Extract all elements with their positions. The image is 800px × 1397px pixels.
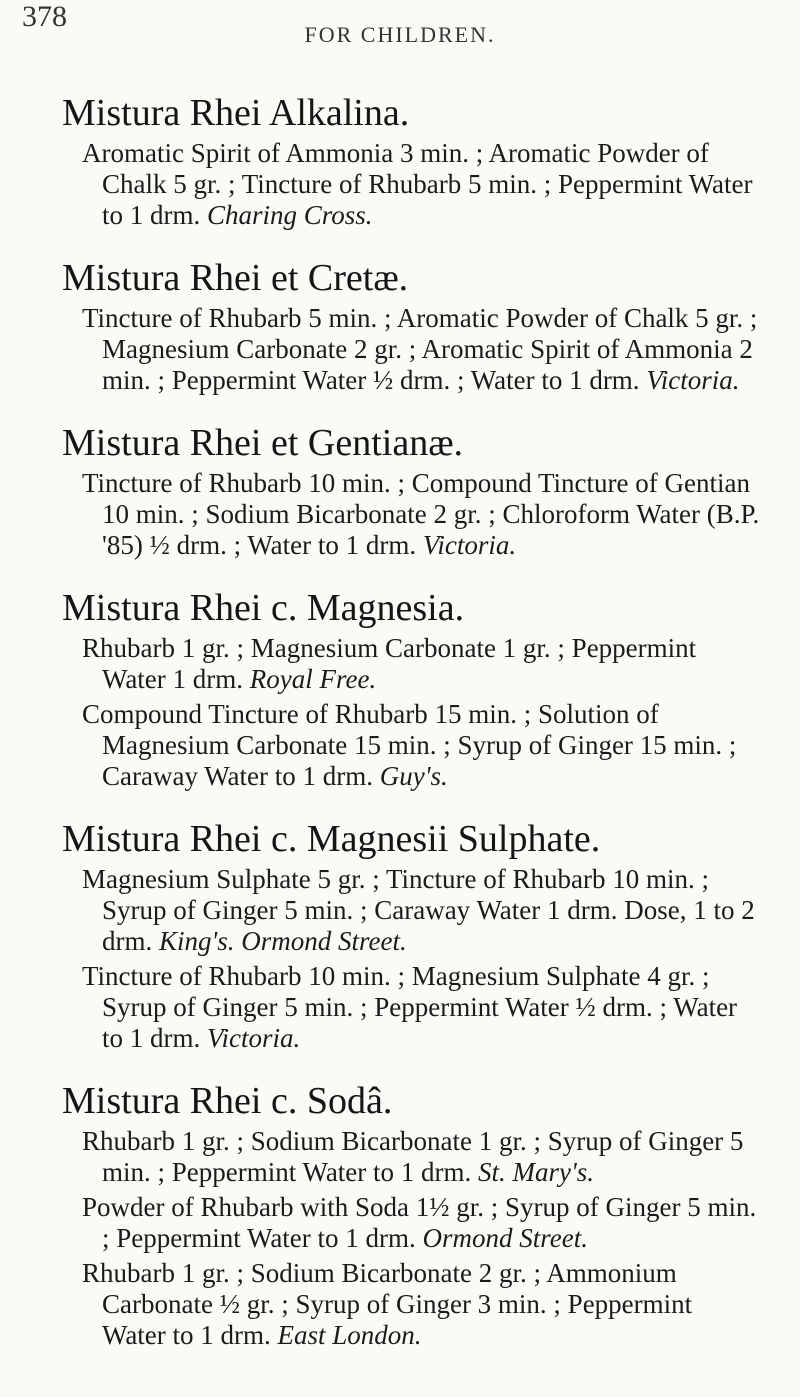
entry xyxy=(62,1080,760,1351)
hospital-source: Ormond Street. xyxy=(422,1223,589,1253)
formula-paragraph xyxy=(62,1258,760,1351)
entry-title: Mistura Rhei et Gentianæ. xyxy=(62,422,464,464)
hospital-source: Guy's. xyxy=(379,761,448,791)
formula-text: Magnesium Sulphate 5 gr. ; Tincture of Rhubarb 10 min. ; Syrup of Ginger 5 min. ; Caraway Water 1 drm. Dose, 1 to 2 drm. xyxy=(82,864,755,956)
formula-paragraph xyxy=(62,303,760,396)
entry xyxy=(62,422,760,561)
formula-paragraph xyxy=(62,468,760,561)
formula-paragraph xyxy=(62,138,760,231)
formula-text: Rhubarb 1 gr. ; Sodium Bicarbonate 1 gr. ; Syrup of Ginger 5 min. ; Peppermint Water to 1 drm. xyxy=(82,1126,744,1187)
entry xyxy=(62,92,760,231)
formula-text: Powder of Rhubarb with Soda 1½ gr. ; Syrup of Ginger 5 min. ; Peppermint Water to 1 drm. xyxy=(82,1192,757,1253)
formula-text: Aromatic Spirit of Ammonia 3 min. ; Aromatic Powder of Chalk 5 gr. ; Tincture of Rhubarb 5 min. ; Peppermint Water to 1 drm. xyxy=(82,138,753,230)
entry xyxy=(62,587,760,792)
formula-paragraph xyxy=(62,1126,760,1188)
formula-text: Rhubarb 1 gr. ; Magnesium Carbonate 1 gr. ; Peppermint Water 1 drm. xyxy=(82,633,697,694)
hospital-source: Royal Free. xyxy=(249,664,377,694)
entry-title: Mistura Rhei et Cretæ. xyxy=(62,257,409,299)
formula-paragraph xyxy=(62,961,760,1054)
entry-title: Mistura Rhei Alkalina. xyxy=(62,92,410,134)
formula-paragraph xyxy=(62,699,760,792)
entry-title: Mistura Rhei c. Magnesia. xyxy=(62,587,465,629)
formula-text: Rhubarb 1 gr. ; Sodium Bicarbonate 2 gr. ; Ammonium Carbonate ½ gr. ; Syrup of Ginger 3 min. ; Peppermint Water to 1 drm. xyxy=(82,1258,693,1350)
formula-paragraph xyxy=(62,1192,760,1254)
hospital-source: Victoria. xyxy=(422,530,517,560)
entry xyxy=(62,257,760,396)
entry-title: Mistura Rhei c. Magnesii Sulphate. xyxy=(62,818,601,860)
formula-text: Tincture of Rhubarb 5 min. ; Aromatic Powder of Chalk 5 gr. ; Magnesium Carbonate 2 gr. ; Aromatic Spirit of Ammonia 2 min. ; Peppermint Water ½ drm. ; Water to 1 drm. xyxy=(82,303,758,395)
page-number: 378 xyxy=(22,0,67,33)
formula-text: Compound Tincture of Rhubarb 15 min. ; Solution of Magnesium Carbonate 15 min. ; Syrup of Ginger 15 min. ; Caraway Water to 1 drm. xyxy=(82,699,737,791)
entry xyxy=(62,818,760,1054)
entry-title: Mistura Rhei c. Sodâ. xyxy=(62,1080,393,1122)
formula-paragraph xyxy=(62,864,760,957)
running-head: FOR CHILDREN. xyxy=(304,22,496,47)
hospital-source: St. Mary's. xyxy=(478,1157,595,1187)
page-content xyxy=(62,92,760,1377)
formula-paragraph xyxy=(62,633,760,695)
formula-text: Tincture of Rhubarb 10 min. ; Compound Tincture of Gentian 10 min. ; Sodium Bicarbonate 2 gr. ; Chloroform Water (B.P. '85) ½ drm. ; Water to 1 drm. xyxy=(82,468,760,560)
hospital-source: Charing Cross. xyxy=(207,200,373,230)
hospital-source: Victoria. xyxy=(207,1023,301,1053)
formula-text: Tincture of Rhubarb 10 min. ; Magnesium Sulphate 4 gr. ; Syrup of Ginger 5 min. ; Peppermint Water ½ drm. ; Water to 1 drm. xyxy=(82,961,738,1053)
hospital-source: Victoria. xyxy=(646,365,740,395)
hospital-source: King's. Ormond Street. xyxy=(159,926,407,956)
hospital-source: East London. xyxy=(277,1320,422,1350)
